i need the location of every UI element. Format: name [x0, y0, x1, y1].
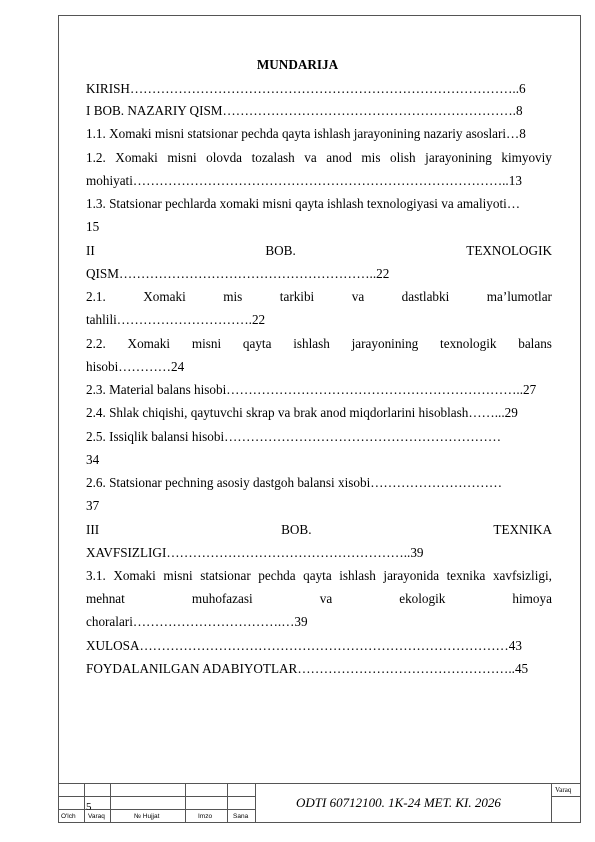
toc-word: mehnat: [86, 591, 125, 606]
toc-word: mis: [223, 289, 243, 304]
toc-word: tarkibi: [279, 289, 315, 304]
toc-entry-chapter-3: [86, 522, 552, 538]
toc-entry-chapter-3-cont: XAVFSIZLIGI………………………………………………..39: [86, 545, 424, 560]
toc-word: xavfsizligi,: [492, 568, 552, 583]
toc-word: balans: [518, 336, 552, 351]
toc-word: misni: [163, 568, 193, 583]
toc-word: va: [351, 289, 365, 304]
toc-word: dastlabki: [401, 289, 450, 304]
toc-word: jarayonining: [351, 336, 419, 351]
toc-entry-2-1: [86, 289, 552, 305]
toc-word: Xomaki: [115, 150, 158, 165]
toc-word: mis: [361, 150, 381, 165]
toc-entry-2-5: 2.5. Issiqlik balansi hisobi………………………………………………………: [86, 429, 502, 444]
toc-entry-1-3-page: 15: [86, 219, 100, 234]
toc-entry-3-1-page: choralari…………………………….…39: [86, 614, 308, 629]
toc-word: 1.2.: [86, 150, 106, 165]
toc-entry-2-6: 2.6. Statsionar pechning asosiy dastgoh balansi xisobi…………………………: [86, 475, 503, 490]
toc-entry-2-6-page: 37: [86, 498, 100, 513]
toc-word: muhofazasi: [191, 591, 253, 606]
toc-word: qayta: [242, 336, 272, 351]
toc-word: III: [86, 522, 100, 537]
toc-word: ma’lumotlar: [486, 289, 552, 304]
toc-word: misni: [191, 336, 222, 351]
toc-entry-2-2: [86, 336, 552, 352]
toc-entry-3-1-cont: [86, 591, 552, 607]
toc-entry-2-1-cont: tahlili………………………….22: [86, 312, 266, 327]
page-title: MUNDARIJA: [256, 57, 339, 72]
toc-entry-1-3: 1.3. Statsionar pechlarda xomaki misni qayta ishlash texnologiyasi va amaliyoti…: [86, 196, 521, 211]
toc-entry-2-2-cont: hisobi…………24: [86, 359, 185, 374]
toc-word: misni: [167, 150, 197, 165]
toc-word: jarayonida: [383, 568, 440, 583]
toc-word: TEXNOLOGIK: [466, 243, 552, 258]
document-code: ODTI 60712100. 1K-24 MET. KI. 2026: [296, 795, 501, 810]
toc-word: BOB.: [265, 243, 296, 258]
toc-word: kimyoviy: [501, 150, 552, 165]
col-hujjat-label: № Hujjat: [134, 813, 160, 820]
toc-entry-2-5-page: 34: [86, 452, 100, 467]
toc-word: va: [304, 150, 317, 165]
toc-word: TEXNIKA: [493, 522, 552, 537]
toc-word: anod: [326, 150, 352, 165]
title-block: [58, 783, 581, 823]
toc-entry-2-3: 2.3. Material balans hisobi…………………………………………………………..27: [86, 382, 537, 397]
toc-word: himoya: [512, 591, 552, 606]
toc-word: ishlash: [339, 568, 376, 583]
col-varaq-label: Varaq: [88, 813, 105, 820]
toc-entry-2-4: 2.4. Shlak chiqishi, qaytuvchi skrap va brak anod miqdorlarini hisoblash……...29: [86, 405, 518, 420]
toc-word: olish: [390, 150, 416, 165]
toc-entry-chapter-2-cont: QISM…………………………………………………..22: [86, 266, 390, 281]
toc-entry-1-1: 1.1. Xomaki misni statsionar pechda qayta ishlash jarayonining nazariy asoslari…8: [86, 126, 526, 141]
toc-word: olovda: [206, 150, 243, 165]
toc-word: Xomaki: [127, 336, 171, 351]
toc-entry-chapter-1: I BOB. NAZARIY QISM………………………………………………………….8: [86, 103, 523, 118]
toc-word: texnika: [446, 568, 486, 583]
toc-entry-adabiyotlar: FOYDALANILGAN ADABIYOTLAR…………………………………………..45: [86, 661, 529, 676]
toc-word: Xomaki: [113, 568, 156, 583]
toc-entry-1-2-cont: mohiyati…………………………………………………………………………..13: [86, 173, 522, 188]
toc-word: 2.2.: [86, 336, 106, 351]
col-imzo-label: Imzo: [198, 813, 213, 820]
toc-word: BOB.: [281, 522, 312, 537]
toc-word: qayta: [303, 568, 332, 583]
toc-entry-kirish: KIRISH……………………………………………………………………………..6: [86, 81, 526, 96]
toc-word: ishlash: [293, 336, 330, 351]
toc-word: II: [86, 243, 95, 258]
toc-word: va: [319, 591, 333, 606]
toc-word: Xomaki: [143, 289, 186, 304]
toc-word: jarayonining: [425, 150, 492, 165]
toc-entry-xulosa: XULOSA…………………………………………………………………………43: [86, 638, 522, 653]
toc-word: ekologik: [399, 591, 446, 606]
toc-entry-3-1: [86, 568, 552, 584]
toc-entry-chapter-2: [86, 243, 552, 259]
toc-word: statsionar: [200, 568, 251, 583]
toc-word: tozalash: [251, 150, 295, 165]
varaq-header: Varaq: [555, 786, 572, 794]
col-sana-label: Sana: [233, 813, 249, 820]
col-olch-label: O'lch: [61, 813, 76, 820]
toc-entry-1-2: [86, 150, 552, 166]
toc-word: pechda: [258, 568, 296, 583]
toc-word: 2.1.: [86, 289, 106, 304]
toc-word: texnologik: [440, 336, 497, 351]
toc-word: 3.1.: [86, 568, 106, 583]
page-number: 5: [86, 801, 92, 813]
